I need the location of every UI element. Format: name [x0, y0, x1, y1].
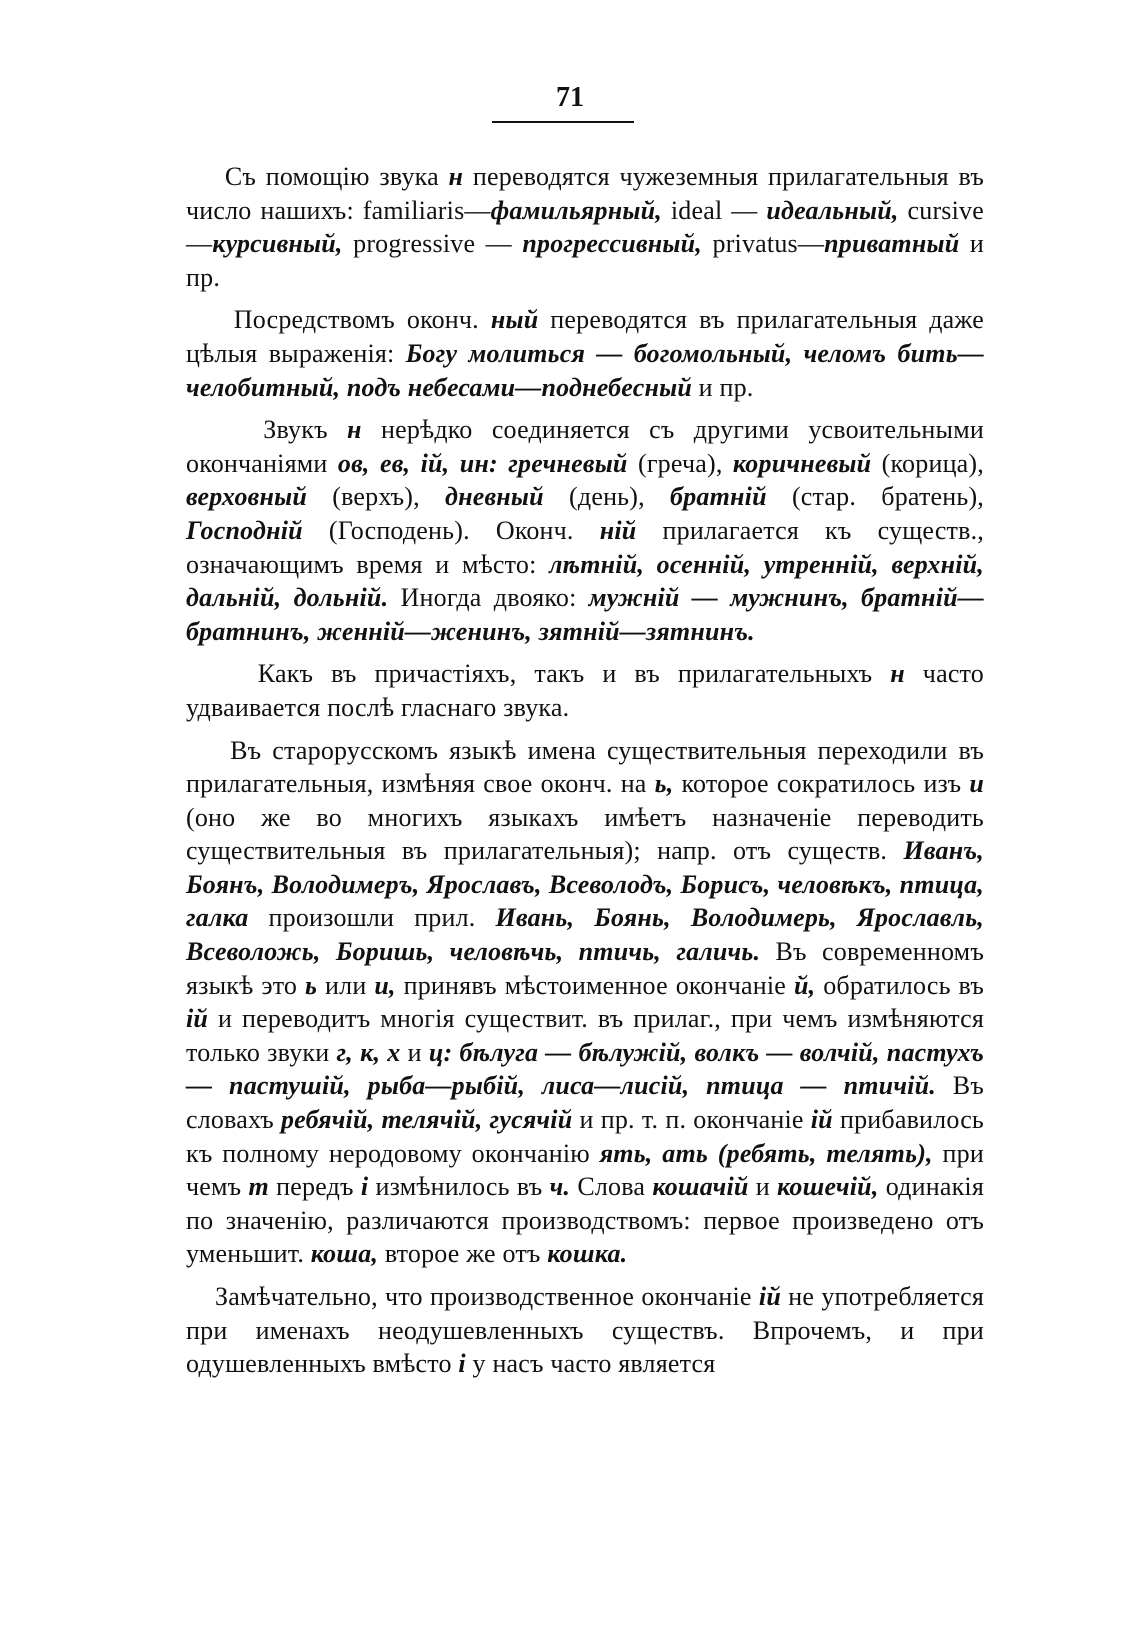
page-number: 71	[556, 82, 584, 113]
text-run: и пр.	[186, 229, 985, 292]
italic-term: ь	[305, 970, 318, 1000]
text-run: переводятся чужеземныя прилагательныя въ число нашихъ: familiaris—	[186, 162, 984, 225]
text-run: прилагается къ существ., означающимъ время и мѣсто:	[186, 515, 984, 579]
text-run: Въ современномъ языкѣ это	[186, 937, 984, 1000]
paragraph-5	[186, 734, 984, 1272]
text-run: Посредствомъ оконч.	[233, 305, 491, 335]
text-run: и	[748, 1172, 778, 1202]
text-run: не употребляется при именахъ неодушевленныхъ существъ. Впрочемъ, и при одушевленныхъ вмѣсто	[186, 1282, 984, 1379]
text-run: (Господень). Оконч.	[302, 515, 600, 545]
italic-term: кошка.	[547, 1239, 628, 1269]
italic-term: ный	[490, 305, 539, 335]
text-run: у насъ часто является	[465, 1349, 716, 1379]
italic-term: г, к, х	[336, 1037, 401, 1067]
italic-term: коричневый	[732, 448, 872, 478]
text-run: Звукъ	[263, 415, 348, 445]
italic-term: идеальный,	[766, 195, 899, 225]
italic-term: Ивань, Боянь, Володимерь, Ярославль, Всеволожь, Боришь, человѣчь, птичь, галичь.	[186, 903, 984, 967]
text-run: ideal —	[661, 195, 767, 225]
text-run: или	[317, 970, 375, 1000]
italic-term: ов, ев, ій, ин: гречневый	[337, 448, 628, 478]
italic-term: н	[448, 162, 464, 191]
text-run: Въ старорусскомъ языкѣ имена существительныя переходили въ прилагательныя, измѣняя свое оконч. на	[186, 735, 984, 799]
text-run: произошли прил.	[248, 903, 496, 933]
page-number-rule	[492, 121, 634, 123]
text-run: нерѣдко соединяется съ другими усвоительными окончаніями	[186, 415, 984, 478]
text-run: измѣнилось въ	[368, 1172, 550, 1202]
text-run: и	[400, 1037, 429, 1067]
italic-term: курсивный,	[212, 229, 343, 259]
text-run: и пр.	[691, 372, 754, 402]
italic-term: н	[890, 659, 905, 689]
paragraph-4	[186, 657, 984, 724]
italic-term: н	[347, 415, 362, 445]
body-text	[186, 160, 984, 1381]
paragraph-1	[186, 160, 984, 294]
text-run: Иногда двояко:	[388, 583, 589, 613]
text-run: (греча),	[627, 448, 733, 478]
italic-term: і	[458, 1349, 466, 1379]
text-run: Въ словахъ	[186, 1071, 984, 1135]
italic-term: фамильярный,	[490, 195, 662, 225]
text-run: и переводитъ многія существит. въ прилаг., при чемъ измѣняются только звуки	[186, 1004, 984, 1067]
paragraph-6	[186, 1280, 984, 1381]
italic-term: й,	[793, 970, 816, 1000]
text-run: обратилось въ	[815, 970, 984, 1000]
text-run: (корица),	[871, 448, 984, 478]
italic-term: Господній	[186, 515, 303, 545]
italic-term: верховный	[186, 482, 308, 512]
paragraph-2	[186, 303, 984, 404]
italic-term: ц: бѣлуга — бѣлужій, волкъ — волчій, пастухъ— пастушій, рыба—рыбій, лиса—лисій, птица — птичій.	[186, 1037, 985, 1101]
text-run: cursive—	[186, 195, 984, 259]
text-run: при чемъ	[186, 1138, 984, 1202]
italic-term: Богу молиться — богомольный, челомъ бить—челобитный, подъ небесами—поднебесный	[186, 338, 984, 402]
text-run: Съ помощію звука	[224, 162, 449, 191]
italic-term: і	[360, 1172, 369, 1202]
text-run: второе же отъ	[378, 1239, 548, 1269]
text-run: переводятся въ прилагательныя даже цѣлыя выраженія:	[186, 305, 984, 368]
italic-term: ребячій, телячій, гусячій	[280, 1105, 573, 1135]
italic-term: ій	[186, 1004, 209, 1034]
italic-term: и	[969, 769, 984, 799]
text-run: часто удваивается послѣ гласнаго звука.	[186, 659, 984, 722]
paragraph-3	[186, 413, 984, 648]
italic-term: лѣтній, осенній, утренній, верхній, дальній, дольній.	[186, 549, 985, 613]
italic-term: дневный	[445, 482, 544, 512]
italic-term: приватный	[824, 229, 960, 259]
italic-term: ій	[810, 1105, 833, 1135]
italic-term: ній	[599, 515, 637, 545]
text-run: Слова	[570, 1172, 653, 1202]
text-run: privatus—	[702, 229, 825, 259]
text-run: одинакія по значенію, различаются производствомъ: первое произведено отъ уменьшит.	[186, 1172, 984, 1269]
text-run: которое сократилось изъ	[673, 769, 970, 799]
text-run: и пр. т. п. окончаніе	[572, 1105, 811, 1135]
text-run: (верхъ),	[307, 482, 445, 512]
italic-term: Иванъ, Боянъ, Володимеръ, Ярославъ, Всеволодъ, Борисъ, человѣкъ, птица, галка	[186, 836, 984, 933]
text-run: (стар. братень),	[766, 482, 985, 512]
italic-term: ять, ать (ребять, телять),	[599, 1138, 933, 1168]
italic-term: и,	[374, 970, 396, 1000]
text-run: (день),	[543, 482, 671, 512]
italic-term: мужній — мужнинъ, братній—братнинъ, женній—женинъ, зятній—зятнинъ.	[186, 583, 984, 646]
text-run: принявъ мѣстоименное окончаніе	[395, 970, 794, 1000]
text-run: Какъ въ причастіяхъ, такъ и въ прилагательныхъ	[257, 659, 891, 689]
italic-term: братній	[670, 482, 767, 512]
italic-term: ій	[758, 1282, 782, 1311]
italic-term: кошечій,	[777, 1172, 879, 1202]
italic-term: кошачій	[652, 1172, 749, 1202]
italic-term: ь,	[654, 769, 674, 799]
italic-term: т	[248, 1172, 269, 1202]
text-run: передъ	[268, 1172, 361, 1202]
text-run: Замѣчательно, что производственное окончаніе	[214, 1282, 759, 1311]
italic-term: прогрессивный,	[522, 229, 703, 259]
italic-term: коша,	[310, 1239, 379, 1269]
text-run: progressive —	[342, 229, 523, 259]
italic-term: ч.	[549, 1172, 571, 1202]
text-run: (оно же во многихъ языкахъ имѣетъ назначеніе переводить существительныя въ прилагательныя); напр. отъ существ.	[186, 802, 984, 866]
text-run: прибавилось къ полному неродовому окончанію	[186, 1105, 984, 1168]
